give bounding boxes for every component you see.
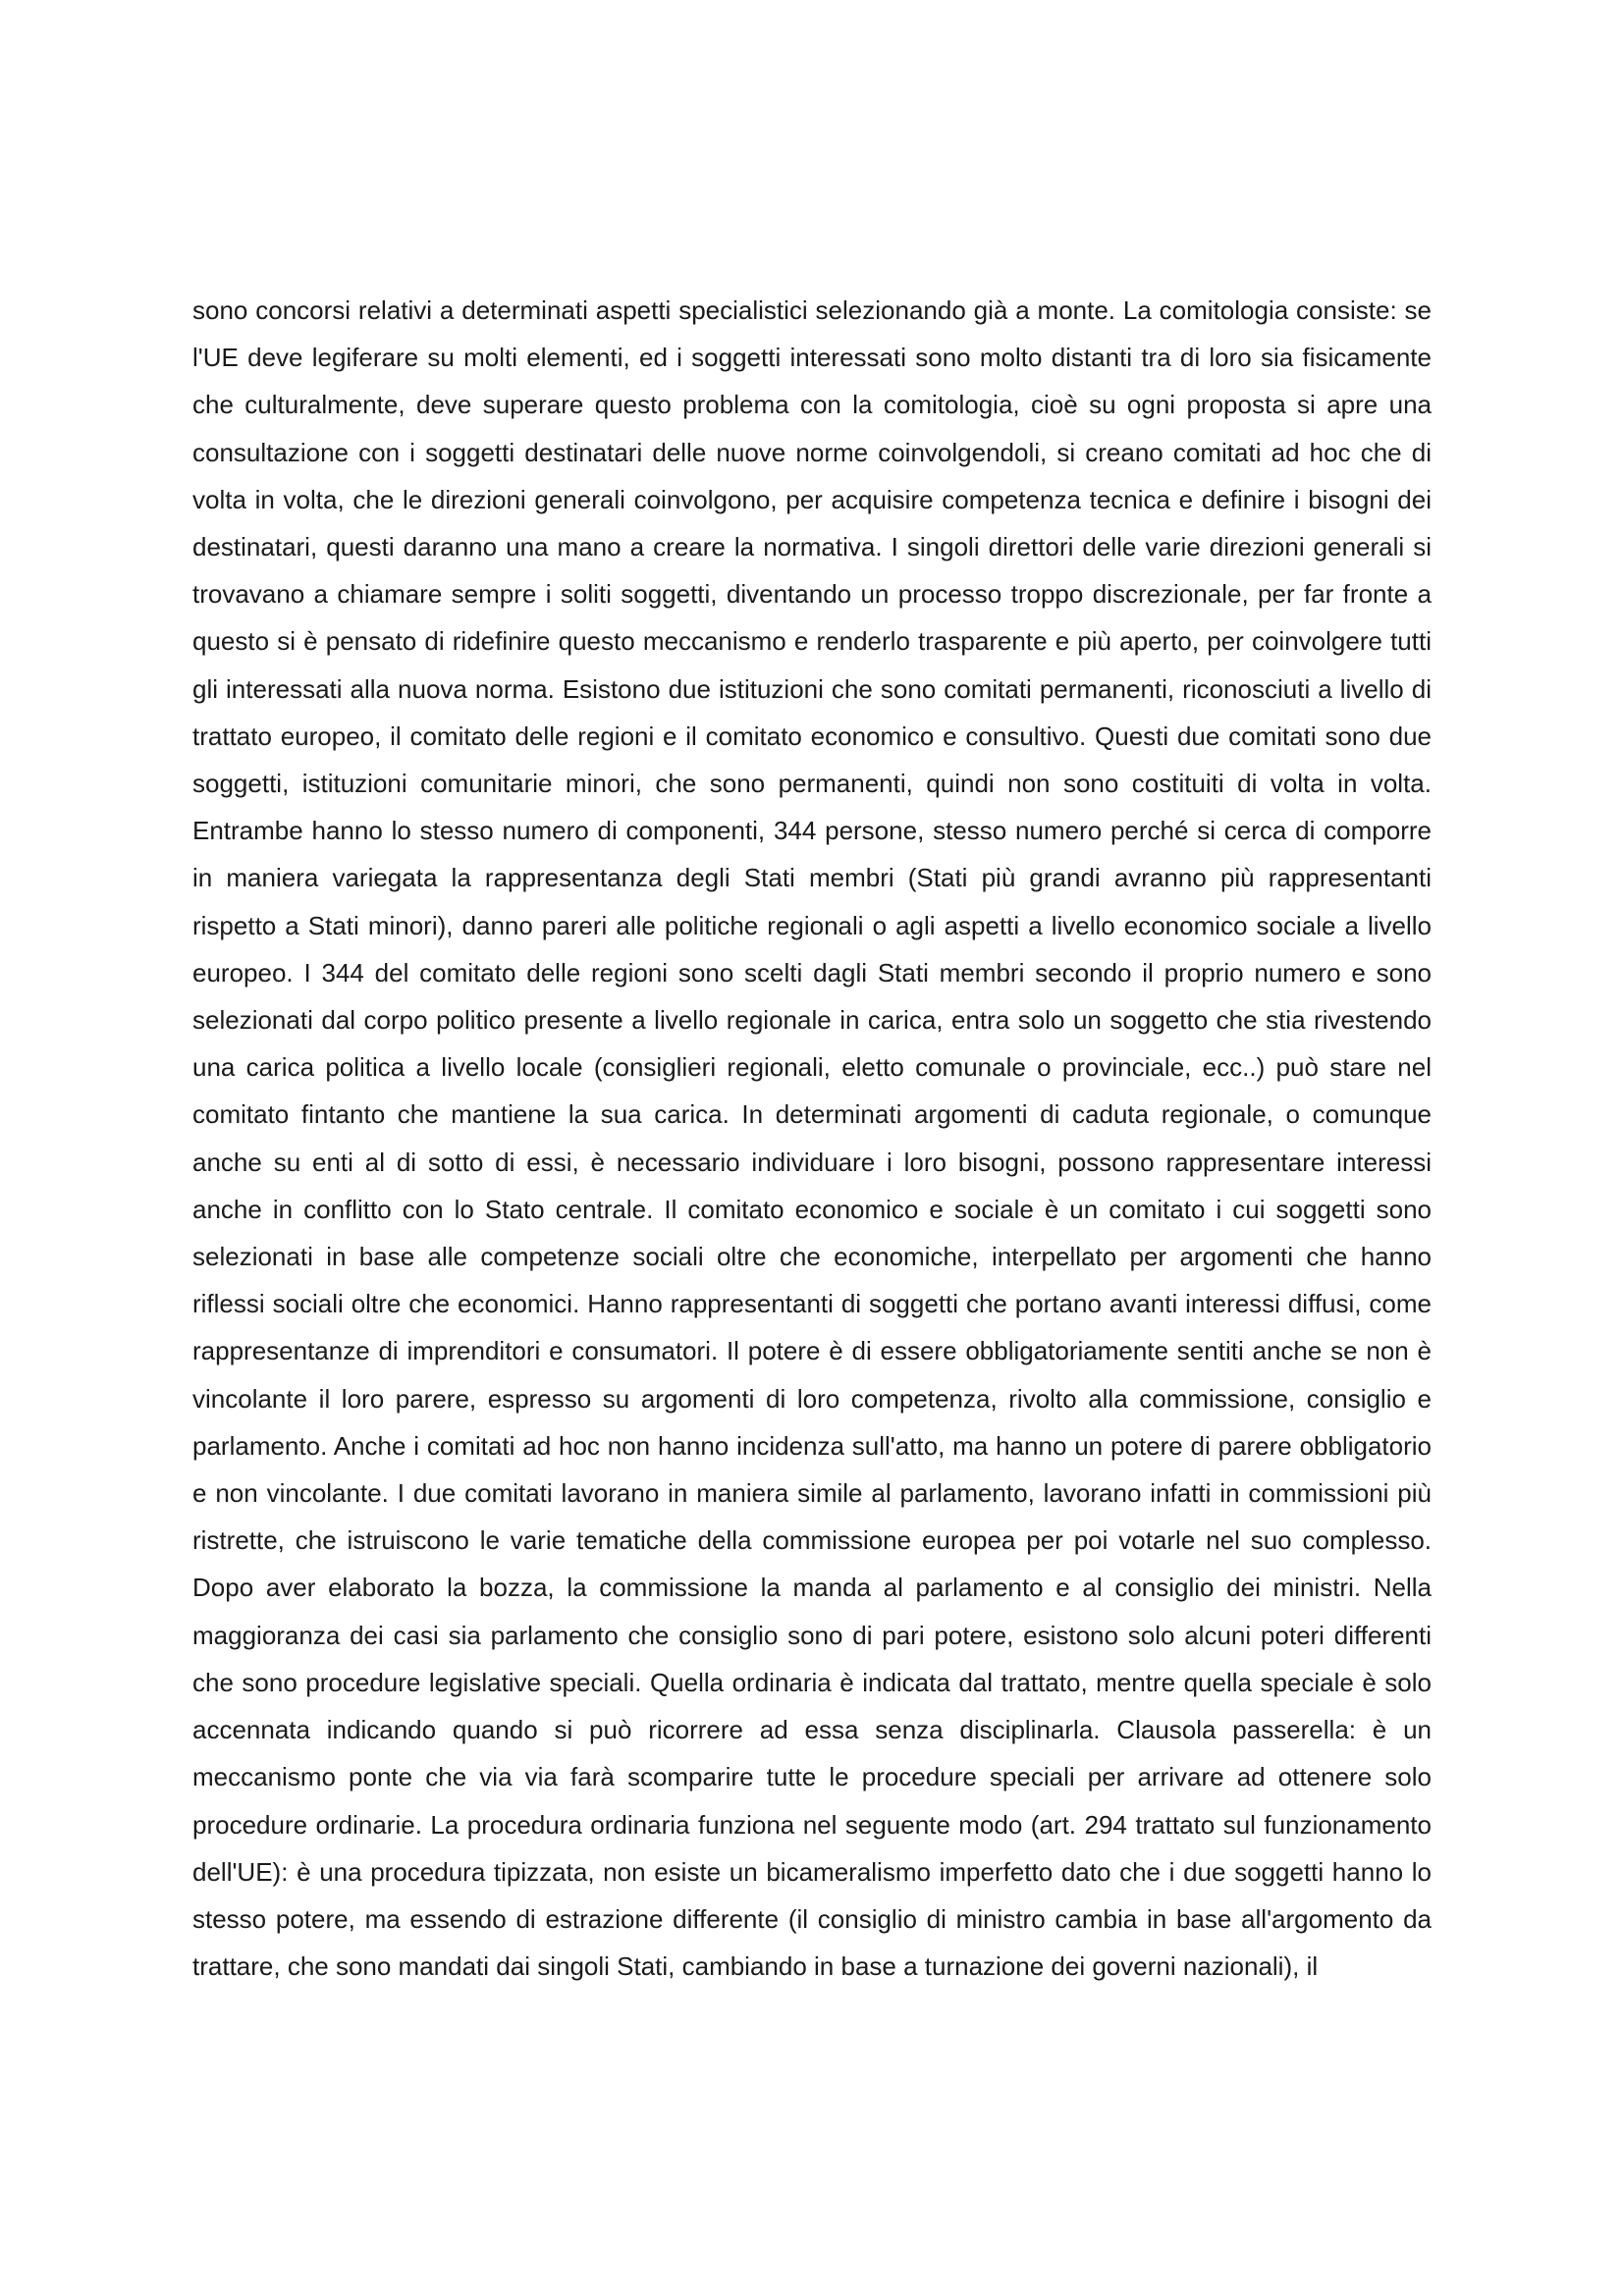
body-paragraph: sono concorsi relativi a determinati aspetti specialistici selezionando già a monte. La comitologia consiste: se l'UE deve legiferare su molti elementi, ed i soggetti interessati sono molto distanti tra di loro sia fisicamente che culturalmente, deve superare questo problema con la comitologia, cioè su ogni proposta si apre una consultazione con i soggetti destinatari delle nuove norme coinvolgendoli, si creano comitati ad hoc che di volta in volta, che le direzioni generali coinvolgono, per acquisire competenza tecnica e definire i bisogni dei destinatari, questi daranno una mano a creare la normativa. I singoli direttori delle varie direzioni generali si trovavano a chiamare sempre i soliti soggetti, diventando un processo troppo discrezionale, per far fronte a questo si è pensato di ridefinire questo meccanismo e renderlo trasparente e più aperto, per coinvolgere tutti gli interessati alla nuova norma. Esistono due istituzioni che sono comitati permanenti, riconosciuti a livello di trattato europeo, il comitato delle regioni e il comitato economico e consultivo. Questi due comitati sono due soggetti, istituzioni comunitarie minori, che sono permanenti, quindi non sono costituiti di volta in volta. Entrambe hanno lo stesso numero di componenti, 344 persone, stesso numero perché si cerca di comporre in maniera variegata la rappresentanza degli Stati membri (Stati più grandi avranno più rappresentanti rispetto a Stati minori), danno pareri alle politiche regionali o agli aspetti a livello economico sociale a livello europeo. I 344 del comitato delle regioni sono scelti dagli Stati membri secondo il proprio numero e sono selezionati dal corpo politico presente a livello regionale in carica, entra solo un soggetto che stia rivestendo una carica politica a livello locale (consiglieri regionali, eletto comunale o provinciale, ecc..) può stare nel comitato fintanto che mantiene la sua carica. In determinati argomenti di caduta regionale, o comunque anche su enti al di sotto di essi, è necessario individuare i loro bisogni, possono rappresentare interessi anche in conflitto con lo Stato centrale. Il comitato economico e sociale è un comitato i cui soggetti sono selezionati in base alle competenze sociali oltre che economiche, interpellato per argomenti che hanno riflessi sociali oltre che economici. Hanno rappresentanti di soggetti che portano avanti interessi diffusi, come rappresentanze di imprenditori e consumatori. Il potere è di essere obbligatoriamente sentiti anche se non è vincolante il loro parere, espresso su argomenti di loro competenza, rivolto alla commissione, consiglio e parlamento. Anche i comitati ad hoc non hanno incidenza sull'atto, ma hanno un potere di parere obbligatorio e non vincolante. I due comitati lavorano in maniera simile al parlamento, lavorano infatti in commissioni più ristrette, che istruiscono le varie tematiche della commissione europea per poi votarle nel suo complesso. Dopo aver elaborato la bozza, la commissione la manda al parlamento e al consiglio dei ministri. Nella maggioranza dei casi sia parlamento che consiglio sono di pari potere, esistono solo alcuni poteri differenti che sono procedure legislative speciali. Quella ordinaria è indicata dal trattato, mentre quella speciale è solo accennata indicando quando si può ricorrere ad essa senza disciplinarla. Clausola passerella: è un meccanismo ponte che via via farà scomparire tutte le procedure speciali per arrivare ad ottenere solo procedure ordinarie. La procedura ordinaria funziona nel seguente modo (art. 294 trattato sul funzionamento dell'UE): è una procedura tipizzata, non esiste un bicameralismo imperfetto dato che i due soggetti hanno lo stesso potere, ma essendo di estrazione differente (il consiglio di ministro cambia in base all'argomento da trattare, che sono mandati dai singoli Stati, cambiando in base a turnazione dei governi nazionali), il: [192, 295, 1432, 1982]
